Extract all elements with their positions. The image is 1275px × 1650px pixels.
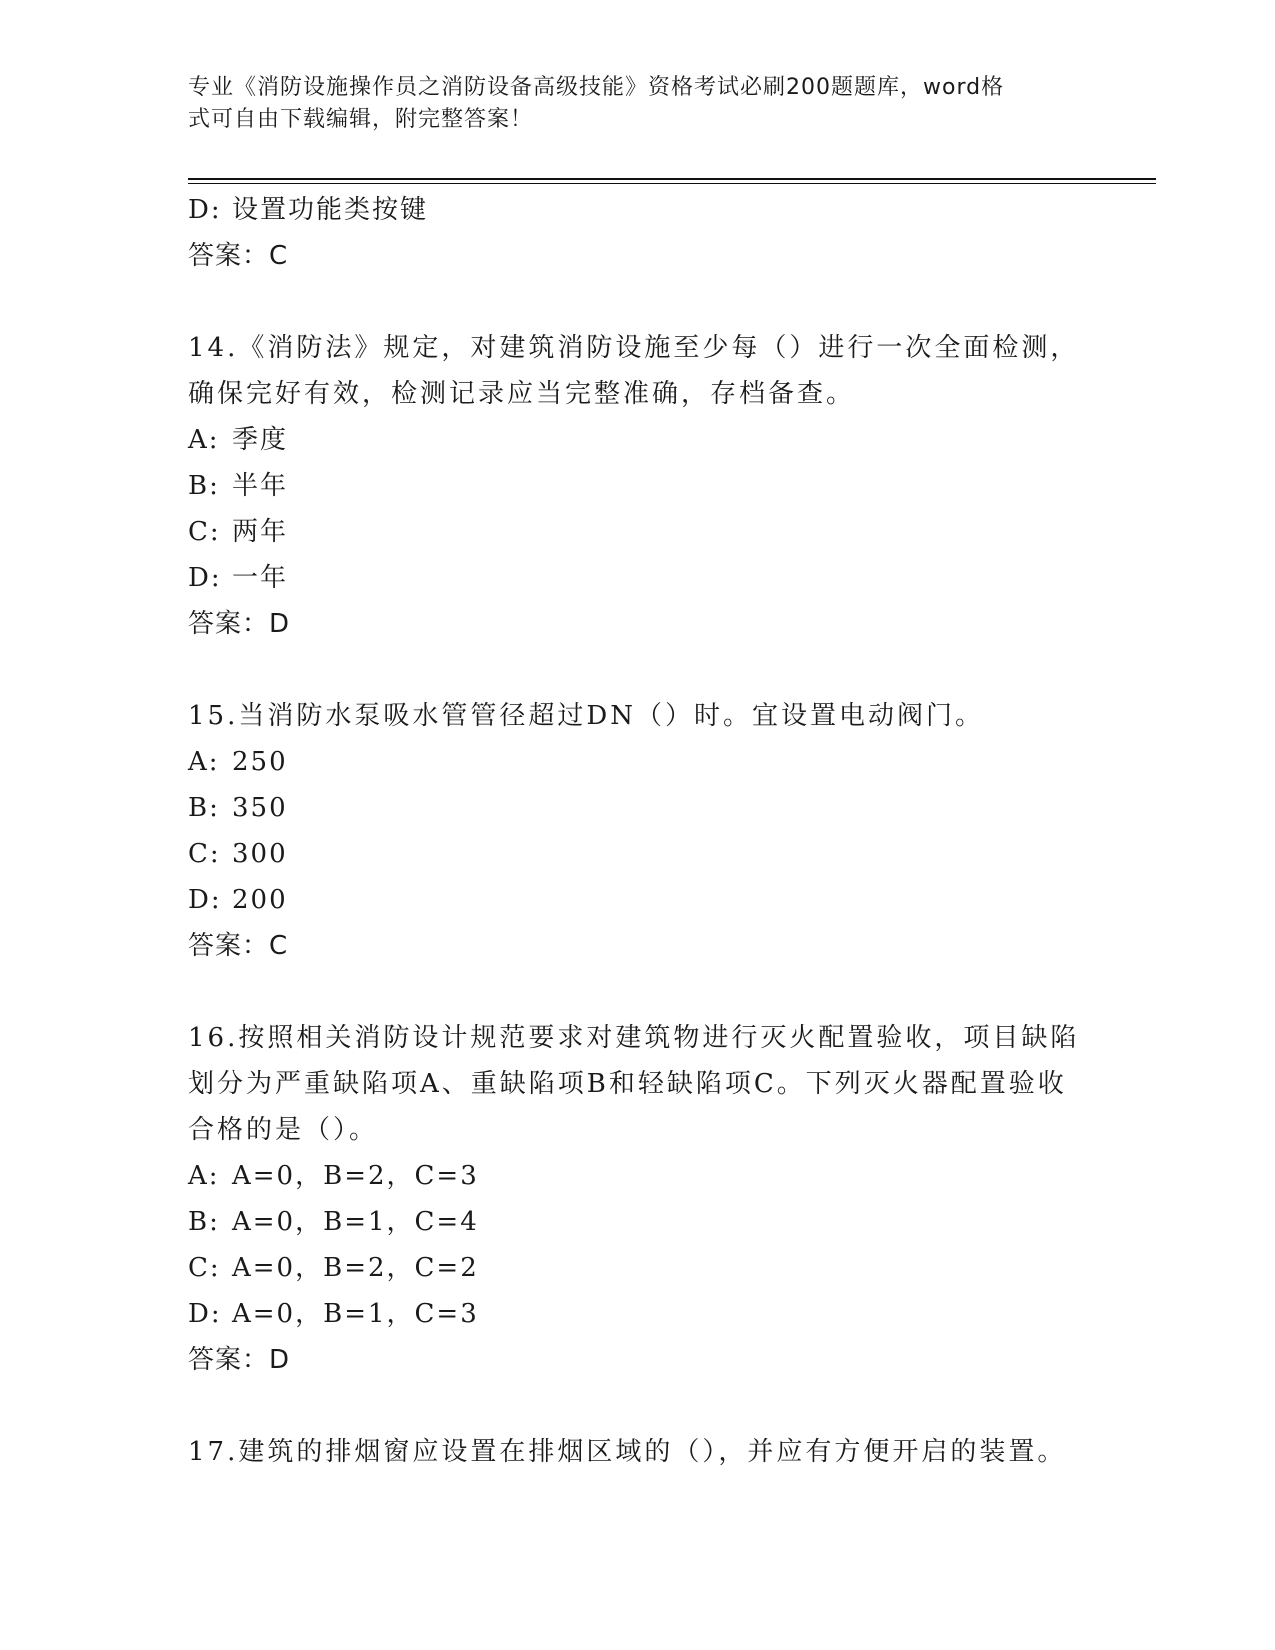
option-a <box>188 417 1088 463</box>
question-14 <box>188 325 1088 647</box>
option-text: 两年 <box>232 517 289 547</box>
option-c <box>188 509 1088 555</box>
spacer <box>188 647 1088 693</box>
option-label: D: <box>188 563 222 593</box>
option-b <box>188 463 1088 509</box>
option-label: D: <box>188 885 222 915</box>
option-c <box>188 831 1088 877</box>
spacer <box>188 969 1088 1015</box>
option-text: 200 <box>232 885 288 915</box>
answer-line: 答案：D <box>188 609 291 639</box>
option-text: 设置功能类按键 <box>232 195 429 225</box>
option-label: C: <box>188 1253 221 1283</box>
option-text: A=0，B=1，C=4 <box>232 1207 479 1237</box>
option-text: 350 <box>232 793 288 823</box>
option-b <box>188 785 1088 831</box>
option-c <box>188 1245 1088 1291</box>
option-label: A: <box>188 1161 220 1191</box>
option-text: 250 <box>232 747 288 777</box>
option-label: C: <box>188 839 221 869</box>
option-b <box>188 1199 1088 1245</box>
spacer <box>188 1383 1088 1429</box>
option-a <box>188 1153 1088 1199</box>
question-16 <box>188 1015 1088 1383</box>
option-text: 300 <box>232 839 288 869</box>
question-text-line: 17.建筑的排烟窗应设置在排烟区域的（），并应有方便开启的装置。 <box>188 1437 1067 1467</box>
option-text: A=0，B=2，C=3 <box>232 1161 479 1191</box>
option-label: D: <box>188 1299 222 1329</box>
question-content <box>188 187 1088 1475</box>
question-text-line: 16.按照相关消防设计规范要求对建筑物进行灭火配置验收，项目缺陷 <box>188 1023 1080 1053</box>
option-label: A: <box>188 747 220 777</box>
option-label: A: <box>188 425 220 455</box>
question-text-line: 合格的是（）。 <box>188 1115 379 1145</box>
question-17 <box>188 1429 1088 1475</box>
option-d <box>188 187 1088 233</box>
document-header <box>188 72 1068 136</box>
spacer <box>188 279 1088 325</box>
question-text-line: 15.当消防水泵吸水管管径超过DN（）时。宜设置电动阀门。 <box>188 701 984 731</box>
option-label: D: <box>188 195 222 225</box>
question-15 <box>188 693 1088 969</box>
option-text: A=0，B=1，C=3 <box>232 1299 479 1329</box>
answer-line: 答案：C <box>188 931 289 961</box>
question-text-line: 划分为严重缺陷项A、重缺陷项B和轻缺陷项C。下列灭火器配置验收 <box>188 1069 1067 1099</box>
option-label: C: <box>188 517 221 547</box>
header-line-1: 专业《消防设施操作员之消防设备高级技能》资格考试必刷200题题库，word格 <box>188 75 1005 100</box>
answer-line: 答案：D <box>188 1345 291 1375</box>
header-rule-thin <box>188 183 1156 184</box>
header-rule-thick <box>188 178 1156 180</box>
option-label: B: <box>188 1207 220 1237</box>
option-text: 半年 <box>232 471 289 501</box>
option-text: 一年 <box>232 563 289 593</box>
answer-line: 答案：C <box>188 241 289 271</box>
option-text: A=0，B=2，C=2 <box>232 1253 479 1283</box>
header-line-2: 式可自由下载编辑，附完整答案！ <box>188 107 534 132</box>
option-d <box>188 877 1088 923</box>
option-label: B: <box>188 793 220 823</box>
question-text-line: 14.《消防法》规定，对建筑消防设施至少每（）进行一次全面检测， <box>188 333 1080 363</box>
option-d <box>188 1291 1088 1337</box>
option-d <box>188 555 1088 601</box>
question-text-line: 确保完好有效，检测记录应当完整准确，存档备查。 <box>188 379 856 409</box>
option-a <box>188 739 1088 785</box>
option-label: B: <box>188 471 220 501</box>
option-text: 季度 <box>232 425 289 455</box>
